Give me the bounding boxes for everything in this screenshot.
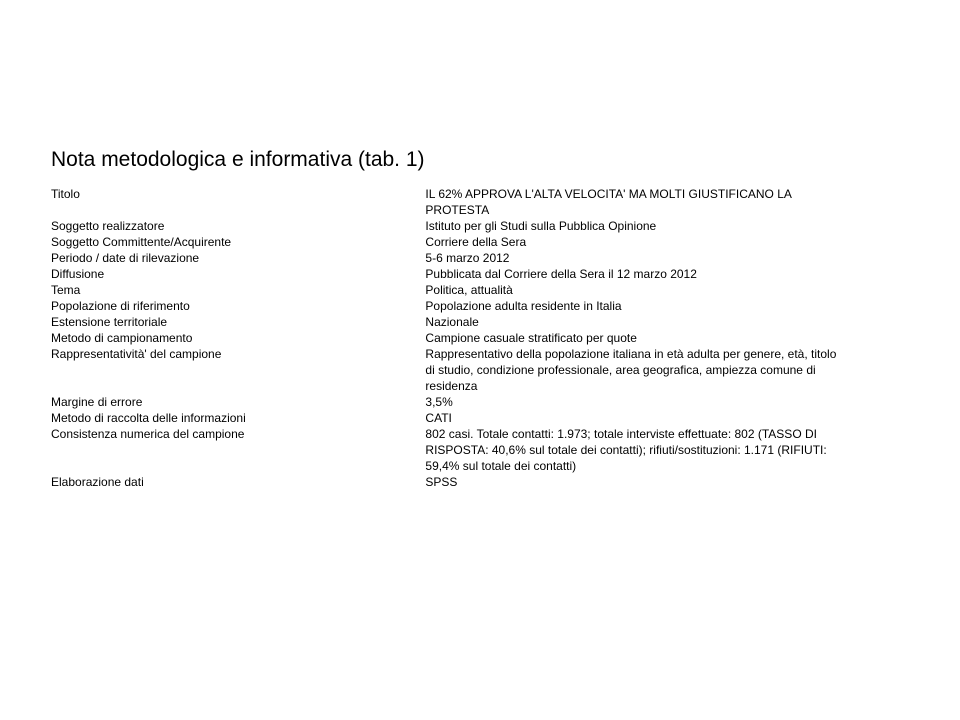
page-title: Nota metodologica e informativa (tab. 1) (51, 148, 425, 171)
table-row (51, 330, 911, 346)
row-label: Periodo / date di rilevazione (51, 251, 200, 265)
value-line: Istituto per gli Studi sulla Pubblica Opinione (425, 219, 657, 233)
value-line: PROTESTA (425, 203, 490, 217)
table-row (51, 410, 911, 426)
row-value (425, 298, 911, 314)
row-value (425, 282, 911, 298)
table-row (51, 186, 911, 218)
row-value (425, 250, 911, 266)
table-row (51, 234, 911, 250)
value-line: di studio, condizione professionale, area geografica, ampiezza comune di (425, 363, 816, 377)
table-row (51, 282, 911, 298)
row-label: Soggetto Committente/Acquirente (51, 235, 232, 249)
row-value (425, 218, 911, 234)
value-line: 59,4% sul totale dei contatti) (425, 459, 577, 473)
row-label: Elaborazione dati (51, 475, 144, 489)
table-row (51, 394, 911, 410)
methodology-table (51, 186, 911, 490)
row-label: Estensione territoriale (51, 315, 168, 329)
row-value (425, 186, 911, 218)
value-line: Nazionale (425, 315, 479, 329)
value-line: Politica, attualità (425, 283, 513, 297)
row-value (425, 330, 911, 346)
row-label: Rappresentatività' del campione (51, 347, 222, 361)
table-row (51, 426, 911, 474)
row-value (425, 314, 911, 330)
value-line: CATI (425, 411, 452, 425)
value-line: 802 casi. Totale contatti: 1.973; totale interviste effettuate: 802 (TASSO DI (425, 427, 817, 441)
value-line: 5-6 marzo 2012 (425, 251, 510, 265)
value-line: Pubblicata dal Corriere della Sera il 12 marzo 2012 (425, 267, 697, 281)
row-value (425, 474, 911, 490)
row-label: Titolo (51, 187, 80, 201)
value-line: Popolazione adulta residente in Italia (425, 299, 622, 313)
row-label: Diffusione (51, 267, 105, 281)
row-label: Metodo di raccolta delle informazioni (51, 411, 246, 425)
table-row (51, 218, 911, 234)
value-line: 3,5% (425, 395, 453, 409)
table-row (51, 346, 911, 394)
row-label: Metodo di campionamento (51, 331, 193, 345)
row-value (425, 394, 911, 410)
row-value (425, 410, 911, 426)
row-label: Soggetto realizzatore (51, 219, 165, 233)
table-row (51, 298, 911, 314)
table-row (51, 250, 911, 266)
row-label: Consistenza numerica del campione (51, 427, 245, 441)
value-line: RISPOSTA: 40,6% sul totale dei contatti); rifiuti/sostituzioni: 1.171 (RIFIUTI: (425, 443, 827, 457)
row-value (425, 266, 911, 282)
row-label: Tema (51, 283, 81, 297)
row-value (425, 346, 911, 394)
table-row (51, 474, 911, 490)
row-label: Margine di errore (51, 395, 143, 409)
value-line: Rappresentativo della popolazione italiana in età adulta per genere, età, titolo (425, 347, 837, 361)
table-row (51, 314, 911, 330)
row-label: Popolazione di riferimento (51, 299, 190, 313)
value-line: Corriere della Sera (425, 235, 527, 249)
value-line: SPSS (425, 475, 458, 489)
row-value (425, 426, 911, 474)
row-value (425, 234, 911, 250)
value-line: Campione casuale stratificato per quote (425, 331, 637, 345)
table-row (51, 266, 911, 282)
value-line: IL 62% APPROVA L'ALTA VELOCITA' MA MOLTI GIUSTIFICANO LA (425, 187, 792, 201)
value-line: residenza (425, 379, 478, 393)
